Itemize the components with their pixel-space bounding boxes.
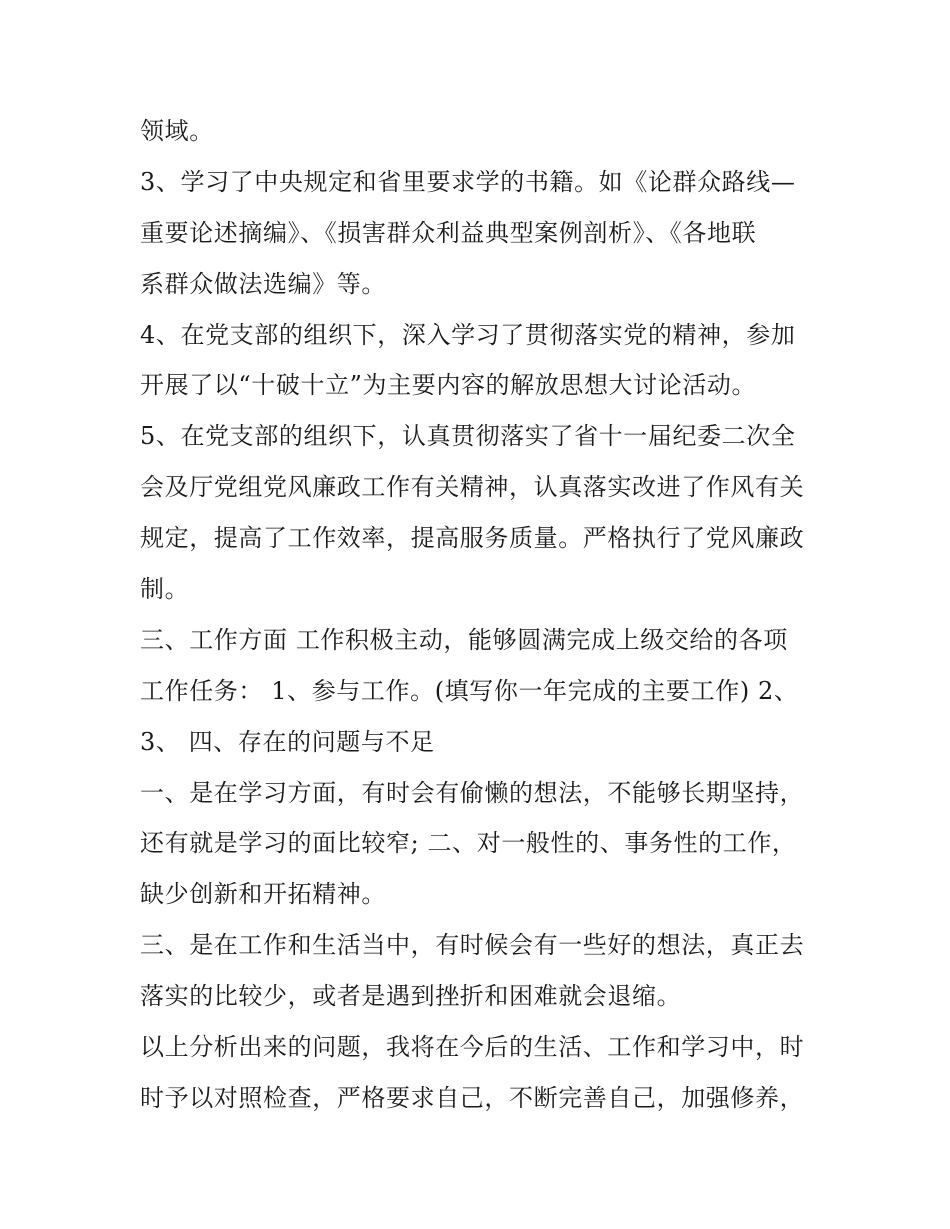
text-line: 时予以对照检查，严格要求自己，不断完善自己，加强修养， — [140, 1083, 805, 1112]
text-line: 5、在党支部的组织下，认真贯彻落实了省十一届纪委二次全 — [140, 422, 796, 451]
text-line: 系群众做法选编》等。 — [140, 269, 386, 298]
text-line: 落实的比较少，或者是遇到挫折和困难就会退缩。 — [140, 982, 682, 1011]
text-line: 3、学习了中央规定和省里要求学的书籍。如《论群众路线— — [140, 167, 796, 196]
document-body — [140, 106, 820, 1124]
text-line: 制。 — [140, 575, 190, 604]
text-line: 4、在党支部的组织下，深入学习了贯彻落实党的精神，参加 — [140, 320, 796, 349]
text-line: 以上分析出来的问题，我将在今后的生活、工作和学习中，时 — [140, 1033, 805, 1062]
text-line: 缺少创新和开拓精神。 — [140, 880, 386, 909]
text-line: 3、 四、存在的问题与不足 — [140, 727, 435, 756]
text-line: 会及厅党组党风廉政工作有关精神，认真落实改进了作风有关 — [140, 473, 805, 502]
text-line: 还有就是学习的面比较窄; 二、对一般性的、事务性的工作， — [140, 829, 797, 858]
text-line: 三、是在工作和生活当中，有时候会有一些好的想法，真正去 — [140, 931, 805, 960]
text-line: 三、工作方面 工作积极主动，能够圆满完成上级交给的各项 — [140, 625, 788, 654]
text-line: 规定，提高了工作效率，提高服务质量。严格执行了党风廉政 — [140, 524, 805, 553]
text-line: 开展了以“十破十立”为主要内容的解放思想大讨论活动。 — [140, 371, 757, 400]
text-line: 一、是在学习方面，有时会有偷懒的想法，不能够长期坚持， — [140, 778, 805, 807]
text-line: 领域。 — [140, 117, 214, 145]
text-line: 工作任务： 1、参与工作。(填写你一年完成的主要工作) 2、 — [140, 676, 799, 705]
text-line: 重要论述摘编》、《损害群众利益典型案例剖析》、《各地联 — [140, 218, 757, 247]
